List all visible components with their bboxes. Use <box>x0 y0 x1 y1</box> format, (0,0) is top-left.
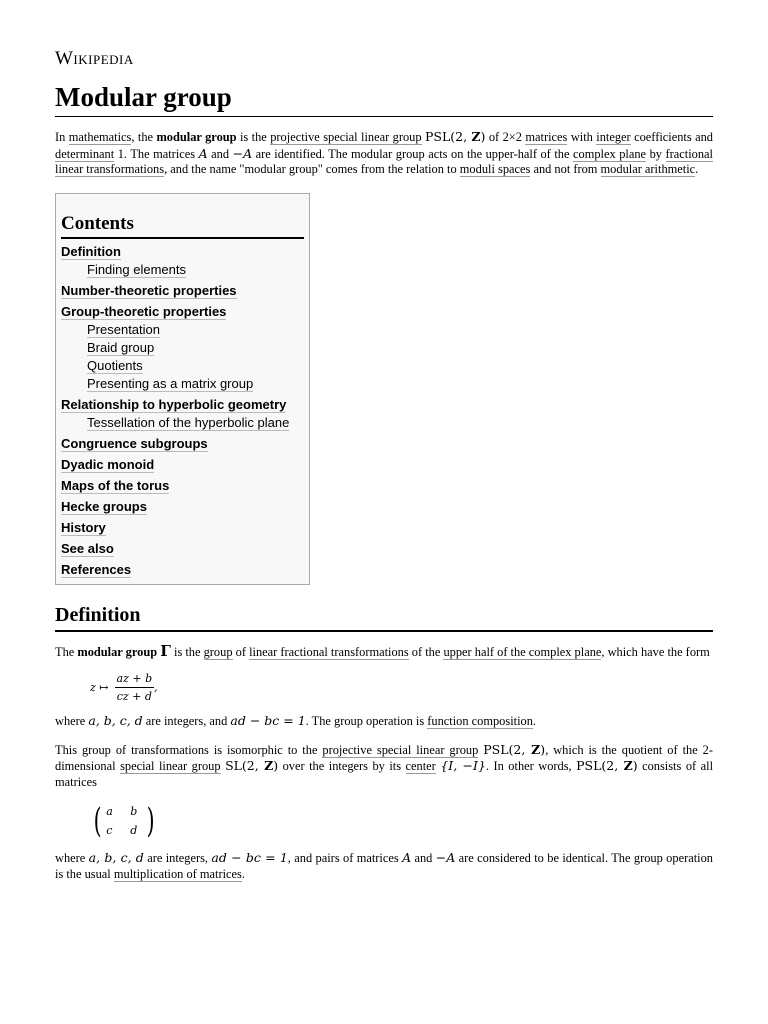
link-matrix-multiplication[interactable]: multiplication of matrices <box>113 866 242 881</box>
toc-item-references[interactable] <box>61 562 304 578</box>
left-paren: ( <box>93 801 102 841</box>
link-matrices[interactable]: matrices <box>525 130 568 144</box>
link-center[interactable]: center <box>405 759 436 773</box>
math-abcd: a, b, c, d <box>88 713 143 728</box>
page <box>55 0 713 882</box>
definition-paragraph-1 <box>55 641 713 661</box>
toc-item-relationship-to-hyperbolic-geometry[interactable] <box>61 397 304 413</box>
mobius-formula <box>90 672 713 703</box>
toc-item-presenting-as-a-matrix-group[interactable] <box>87 376 304 392</box>
toc-item-braid-group[interactable] <box>87 340 304 356</box>
text: 2×2 <box>502 130 522 144</box>
toc-list <box>61 244 304 578</box>
definition-paragraph-4 <box>55 850 713 882</box>
definition-paragraph-2 <box>55 713 713 730</box>
text: of the <box>408 644 444 659</box>
table-of-contents <box>55 193 310 585</box>
link-mathematics[interactable]: mathematics <box>68 130 132 144</box>
toc-item-label: Braid group <box>87 339 155 355</box>
toc-item-label: Group-theoretic properties <box>61 303 227 319</box>
toc-item-label: Relationship to hyperbolic geometry <box>61 396 287 412</box>
text: , which is the quotient of the 2-dimensional <box>55 742 713 773</box>
toc-item-congruence-subgroups[interactable] <box>61 436 304 452</box>
toc-item-label: Number-theoretic properties <box>61 282 237 298</box>
toc-item-label: See also <box>61 540 114 556</box>
wordmark-text: Wikipedia <box>55 48 134 69</box>
text: . <box>695 162 699 176</box>
formula-denominator: cz + d <box>116 690 152 703</box>
link-upper-half-plane[interactable]: upper half of the complex plane <box>443 644 602 659</box>
math-psl: PSL(2, Z) <box>483 741 546 757</box>
math-A: A <box>402 850 412 865</box>
toc-item-label: Maps of the torus <box>61 477 170 493</box>
link-group[interactable]: group <box>203 644 233 659</box>
math-psl: PSL(2, Z) <box>576 758 638 773</box>
math-psl: PSL(2, Z) <box>425 129 486 144</box>
formula-lhs: z ↦ <box>90 681 109 694</box>
toc-item-label: Presentation <box>87 321 160 337</box>
text: are considered to be identical. The group operation is the usual <box>55 851 713 881</box>
text: is the <box>170 644 204 659</box>
section-heading-definition: Definition <box>55 603 713 632</box>
text: and <box>207 146 233 161</box>
link-function-composition[interactable]: function composition <box>427 714 533 728</box>
link-fractional-linear-transformations[interactable]: fractional linear transformations <box>55 146 713 176</box>
text: of <box>485 130 503 144</box>
toc-item-label: Dyadic monoid <box>61 456 155 472</box>
bold-term: modular group <box>77 644 158 659</box>
text: 1. The matrices <box>114 146 199 161</box>
definition-paragraph-3 <box>55 742 713 791</box>
toc-item-label: Definition <box>61 243 121 259</box>
toc-item-number-theoretic-properties[interactable] <box>61 283 304 299</box>
link-psl[interactable]: projective special linear group <box>322 742 479 757</box>
toc-item-quotients[interactable] <box>87 358 304 374</box>
math-gamma: Γ <box>160 641 171 660</box>
toc-title: Contents <box>61 212 304 239</box>
formula-numerator: az + b <box>115 672 155 688</box>
toc-item-history[interactable] <box>61 520 304 536</box>
text: . <box>241 866 245 881</box>
link-modular-arithmetic[interactable]: modular arithmetic <box>600 162 696 176</box>
math-center: {I, −I} <box>440 758 486 773</box>
text: The <box>55 644 78 659</box>
text: , the <box>131 130 157 144</box>
text: In <box>55 130 69 144</box>
math-sl: SL(2, Z) <box>225 758 279 773</box>
toc-item-maps-of-the-torus[interactable] <box>61 478 304 494</box>
text: , and the name "modular group" comes from the relation to <box>164 162 460 176</box>
text: with <box>567 130 597 144</box>
text: by <box>646 146 666 161</box>
math-determinant-condition: ad − bc = 1 <box>230 713 306 728</box>
bold-term: modular group <box>156 130 237 144</box>
page-title: Modular group <box>55 80 713 117</box>
text: consists of all matrices <box>55 759 714 789</box>
toc-item-hecke-groups[interactable] <box>61 499 304 515</box>
formula-fraction <box>115 672 155 703</box>
text: , which have the form <box>601 644 710 659</box>
toc-item-label: Quotients <box>87 357 143 373</box>
text: where <box>55 851 89 865</box>
text: is the <box>236 130 271 144</box>
link-integer[interactable]: integer <box>596 130 631 144</box>
text: are integers, and <box>142 714 231 728</box>
formula-tail: , <box>154 681 158 694</box>
text: . In other words, <box>485 759 577 773</box>
math-negA: −A <box>232 145 253 161</box>
link-complex-plane[interactable]: complex plane <box>573 146 647 161</box>
matrix-a: a <box>106 805 113 818</box>
math-A: A <box>198 145 208 161</box>
toc-item-dyadic-monoid[interactable] <box>61 457 304 473</box>
wikipedia-wordmark[interactable] <box>55 48 713 70</box>
matrix-c: c <box>106 824 113 837</box>
toc-item-tessellation-of-the-hyperbolic-plane[interactable] <box>87 415 304 431</box>
math-negA: −A <box>435 850 456 865</box>
toc-item-label: Finding elements <box>87 261 186 277</box>
toc-item-presentation[interactable] <box>87 322 304 338</box>
toc-item-group-theoretic-properties[interactable] <box>61 304 304 320</box>
toc-item-label: Congruence subgroups <box>61 435 208 451</box>
link-moduli-spaces[interactable]: moduli spaces <box>459 162 531 176</box>
text: . <box>532 714 537 728</box>
matrix-b: b <box>130 805 138 818</box>
text: and not from <box>530 162 601 176</box>
link-special-linear-group[interactable]: special linear group <box>120 759 221 773</box>
text: This group of transformations is isomorphic to the <box>55 742 323 757</box>
right-paren: ) <box>146 801 155 841</box>
toc-item-label: Presenting as a matrix group <box>87 375 254 391</box>
link-determinant[interactable]: determinant <box>55 146 115 161</box>
text: , and pairs of matrices <box>287 851 403 865</box>
matrix-d: d <box>130 824 138 837</box>
link-linear-fractional-transformations[interactable]: linear fractional transformations <box>249 644 409 659</box>
toc-item-label: Hecke groups <box>61 498 147 514</box>
text: are identified. The modular group acts on the upper-half of the <box>252 146 574 161</box>
text: and <box>411 851 436 865</box>
toc-item-definition[interactable] <box>61 244 304 260</box>
text: over the integers by its <box>278 759 406 773</box>
toc-item-see-also[interactable] <box>61 541 304 557</box>
math-abcd: a, b, c, d <box>88 850 144 865</box>
intro-paragraph <box>55 129 713 178</box>
matrix-grid <box>104 805 144 837</box>
text: where <box>55 714 89 728</box>
link-psl[interactable]: projective special linear group <box>270 130 422 144</box>
matrix-display <box>91 802 713 840</box>
toc-item-finding-elements[interactable] <box>87 262 304 278</box>
text: of <box>232 644 250 659</box>
math-determinant-condition: ad − bc = 1 <box>211 850 288 865</box>
toc-item-label: History <box>61 519 106 535</box>
text: coefficients and <box>630 130 713 144</box>
toc-item-label: References <box>61 561 132 577</box>
text: are integers, <box>143 851 212 865</box>
toc-item-label: Tessellation of the hyperbolic plane <box>87 414 290 430</box>
text: . The group operation is <box>305 714 428 728</box>
